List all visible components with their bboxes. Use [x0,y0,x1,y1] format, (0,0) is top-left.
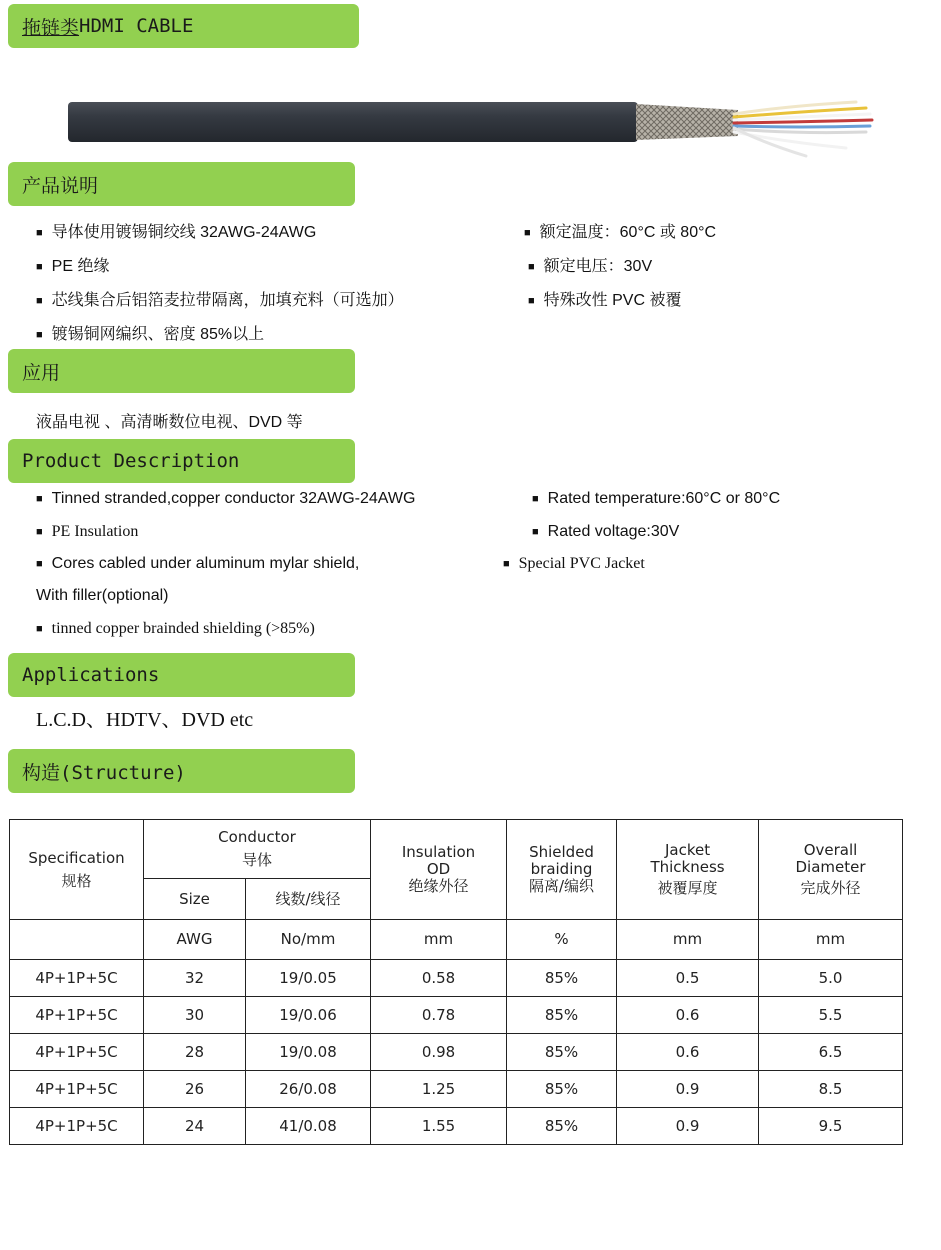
table-cell: 0.6 [617,1034,759,1071]
table-body [10,960,903,1145]
en-desc-item: With filler(optional) [36,587,169,604]
structure-heading: 构造(Structure) [8,749,355,793]
cn-desc-item: ■ 镀锡铜网编织、密度 85%以上 [36,321,264,344]
table-cell: 41/0.08 [246,1108,371,1145]
en-desc-item: ■ Rated voltage:30V [532,523,679,541]
table-cell: 30 [144,997,246,1034]
title-en: HDMI CABLE [79,15,194,37]
units-spec-empty [10,920,144,960]
cable-image [66,92,876,162]
table-row [10,1034,903,1071]
table-cell: 0.9 [617,1108,759,1145]
table-cell: 19/0.06 [246,997,371,1034]
title-cn: 拖链类 [22,16,80,39]
en-desc-item: ■ tinned copper brainded shielding (>85%) [36,620,315,638]
cable-wires [734,102,872,156]
unit-cell: mm [371,920,507,960]
table-cell: 0.5 [617,960,759,997]
en-desc-item: ■ Rated temperature:60°C or 80°C [532,490,780,508]
cn-desc-item: ■ PE 绝缘 [36,253,109,276]
table-cell: 26/0.08 [246,1071,371,1108]
en-desc-item: ■ PE Insulation [36,523,138,541]
cn-app-text: 液晶电视 、高清晰数位电视、DVD 等 [36,414,303,431]
cn-desc-item: ■ 额定电压：30V [528,253,652,276]
table-cell: 85% [507,1071,617,1108]
table-cell: 24 [144,1108,246,1145]
table-cell: 6.5 [759,1034,903,1071]
en-desc-item: ■ Cores cabled under aluminum mylar shield, [36,555,359,573]
table-cell: 5.0 [759,960,903,997]
table-cell: 4P+1P+5C [10,960,144,997]
table-cell: 19/0.05 [246,960,371,997]
cn-desc-item: ■ 芯线集合后铝箔麦拉带隔离，加填充料（可选加） [36,287,404,310]
header-overall: Overall Diameter 完成外径 [759,820,903,920]
header-insulation: Insulation OD 绝缘外径 [371,820,507,920]
cable-braid [636,104,738,140]
table-cell: 0.78 [371,997,507,1034]
table-row [10,960,903,997]
en-desc-heading: Product Description [8,439,355,483]
en-desc-item: ■ Special PVC Jacket [503,555,645,573]
header-conductor: Conductor 导体 [144,820,371,879]
table-cell: 4P+1P+5C [10,1034,144,1071]
unit-cell: % [507,920,617,960]
table-cell: 85% [507,960,617,997]
title-banner [8,4,359,48]
table-cell: 85% [507,997,617,1034]
en-app-text: L.C.D、HDTV、DVD etc [36,709,254,731]
table-cell: 4P+1P+5C [10,1071,144,1108]
table-cell: 26 [144,1071,246,1108]
unit-cell: AWG [144,920,246,960]
table-row [10,1071,903,1108]
table-cell: 32 [144,960,246,997]
table-cell: 85% [507,1108,617,1145]
table-cell: 19/0.08 [246,1034,371,1071]
table-cell: 28 [144,1034,246,1071]
cn-desc-item: ■ 导体使用镀锡铜绞线 32AWG-24AWG [36,219,316,242]
header-specification: Specification 规格 [10,820,144,920]
cn-desc-item: ■ 特殊改性 PVC 被覆 [528,287,681,310]
unit-cell: mm [617,920,759,960]
table-cell: 0.6 [617,997,759,1034]
structure-table [9,819,903,1145]
en-app-heading: Applications [8,653,355,697]
table-cell: 0.98 [371,1034,507,1071]
table-header-row [10,820,903,879]
header-size: Size [144,879,246,920]
table-cell: 5.5 [759,997,903,1034]
table-cell: 0.9 [617,1071,759,1108]
table-cell: 85% [507,1034,617,1071]
table-row [10,1108,903,1145]
en-desc-item: ■ Tinned stranded,copper conductor 32AWG-24AWG [36,490,415,508]
table-cell: 1.25 [371,1071,507,1108]
table-cell: 4P+1P+5C [10,1108,144,1145]
table-row [10,997,903,1034]
cn-desc-item: ■ 额定温度：60°C 或 80°C [524,219,716,242]
table-cell: 0.58 [371,960,507,997]
table-units-row [10,920,903,960]
unit-cell: mm [759,920,903,960]
table-cell: 1.55 [371,1108,507,1145]
header-strands: 线数/线径 [246,879,371,920]
header-shielded: Shielded braiding 隔离/编织 [507,820,617,920]
table-cell: 8.5 [759,1071,903,1108]
cn-app-heading: 应用 [8,349,355,393]
unit-cell: No/mm [246,920,371,960]
cn-desc-heading: 产品说明 [8,162,355,206]
table-cell: 4P+1P+5C [10,997,144,1034]
cable-jacket [68,102,638,142]
header-jacket: Jacket Thickness 被覆厚度 [617,820,759,920]
table-cell: 9.5 [759,1108,903,1145]
